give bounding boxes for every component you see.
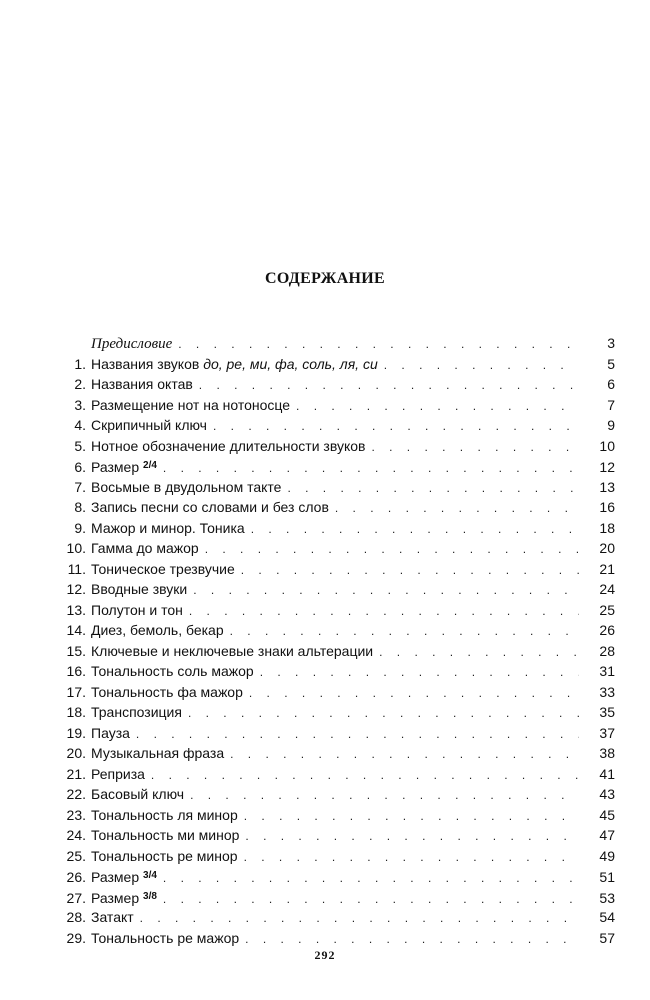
toc-entry-title-text: Музыкальная фраза xyxy=(91,745,225,761)
toc-entry-title-text: Транспозиция xyxy=(91,704,182,720)
dot-leader xyxy=(163,889,579,910)
toc-entry-title xyxy=(86,805,238,826)
toc-entry-title xyxy=(86,784,184,805)
toc-entry-time-signature: 3/8 xyxy=(143,890,157,902)
toc-entry xyxy=(55,743,615,764)
toc-entry-page: 37 xyxy=(599,724,615,741)
toc-entry-title xyxy=(86,702,182,723)
toc-entry-title xyxy=(86,846,238,867)
toc-entry-number: 12. xyxy=(66,581,86,597)
toc-entry xyxy=(55,887,615,908)
dot-leader xyxy=(163,458,579,479)
toc-entry-page: 49 xyxy=(599,847,615,864)
toc-entry-page: 6 xyxy=(607,376,615,392)
toc-entry xyxy=(55,723,615,744)
toc-entry-title-text: Гамма до мажор xyxy=(91,540,199,556)
toc-entry-number: 19. xyxy=(66,724,86,741)
toc-entry-number: 8. xyxy=(74,499,86,515)
toc-entry-title xyxy=(86,743,224,764)
toc-entry-number: 27. xyxy=(66,889,86,906)
page-title: СОДЕРЖАНИЕ xyxy=(264,270,386,287)
toc-entry-title-text: Запись песни со словами и без слов xyxy=(91,499,329,515)
toc-entry-number: 17. xyxy=(66,683,86,700)
toc-entry-number: 15. xyxy=(66,642,86,659)
toc-entry-title xyxy=(86,538,199,559)
toc-entry-title-text: Тональность ми минор xyxy=(91,827,240,843)
toc-entry-page: 9 xyxy=(607,417,615,433)
toc-entry-title-text: Названия звуков xyxy=(91,355,204,372)
toc-entry-title-text: Диез, бемоль, бекар xyxy=(91,622,224,638)
toc-entry-number: 2. xyxy=(74,376,86,392)
toc-entry-number: 18. xyxy=(66,704,86,720)
toc-entry xyxy=(55,436,615,457)
toc-entry-title xyxy=(86,764,145,785)
toc-entry-title-text: Восьмые в двудольном такте xyxy=(91,478,282,495)
toc-entry xyxy=(55,538,615,559)
toc-entry-title-text: Вводные звуки xyxy=(91,581,188,597)
toc-entry-number: 10. xyxy=(66,540,86,556)
toc-entry-title-text: Тональность ре мажор xyxy=(91,929,240,946)
toc-entry xyxy=(55,497,615,518)
toc-entry-number: 21. xyxy=(66,765,86,782)
dot-leader xyxy=(163,868,579,889)
toc-entry-title-italic: до, ре, ми, фа, соль, ля, си xyxy=(203,355,378,372)
toc-entry-title-text: Мажор и минор. Тоника xyxy=(91,519,245,536)
toc-entry-page: 54 xyxy=(599,909,615,925)
toc-entry-title xyxy=(86,641,373,662)
toc-entry-page: 3 xyxy=(607,335,615,351)
toc-entry xyxy=(55,682,615,703)
toc-entry-title-text: Размер xyxy=(91,889,144,906)
dot-leader xyxy=(384,355,579,376)
toc-entry-title xyxy=(86,825,239,846)
toc-entry xyxy=(55,559,615,580)
toc-entry-title xyxy=(86,518,245,539)
toc-entry-title-text: Тональность фа мажор xyxy=(91,683,243,700)
toc-entry xyxy=(55,928,615,949)
dot-leader xyxy=(296,396,579,417)
toc-entry xyxy=(55,784,615,805)
toc-entry-page: 7 xyxy=(607,396,615,413)
toc-entry-title-text: Ключевые и неключевые знаки альтерации xyxy=(91,642,374,659)
dot-leader xyxy=(335,498,579,519)
dot-leader xyxy=(230,744,579,765)
dot-leader xyxy=(245,929,579,950)
toc-entry-title xyxy=(86,928,239,949)
dot-leader xyxy=(189,601,579,622)
toc-entry-title xyxy=(86,395,290,416)
toc-entry-title xyxy=(86,559,235,580)
toc-entry-title xyxy=(86,334,172,355)
toc-entry-number: 6. xyxy=(74,459,86,475)
toc-entry-number: 22. xyxy=(66,786,86,802)
toc-entry-page: 41 xyxy=(599,765,615,782)
toc-entry-page: 28 xyxy=(599,642,615,659)
toc-entry-title xyxy=(86,907,134,928)
toc-entry-page: 45 xyxy=(599,806,615,823)
toc-entry-page: 5 xyxy=(607,355,615,372)
dot-leader xyxy=(260,662,579,683)
toc-entry xyxy=(55,702,615,723)
toc-entry-page: 57 xyxy=(599,929,615,946)
toc-entry-page: 47 xyxy=(599,827,615,843)
dot-leader xyxy=(379,642,579,663)
toc-entry-page: 24 xyxy=(599,581,615,597)
dot-leader xyxy=(190,785,579,806)
toc-entry-title xyxy=(86,436,365,457)
dot-leader xyxy=(199,375,579,396)
toc-entry-title-text: Пауза xyxy=(91,724,130,741)
toc-entry-title xyxy=(86,887,157,909)
toc-entry-title-text: Скрипичный ключ xyxy=(91,417,207,433)
toc-entry xyxy=(55,907,615,928)
toc-entry xyxy=(55,579,615,600)
toc-entry xyxy=(55,641,615,662)
toc-entry-title xyxy=(86,600,183,621)
toc-entry-number: 23. xyxy=(66,806,86,823)
toc-entry-title xyxy=(86,477,281,498)
toc-entry-page: 10 xyxy=(599,437,615,454)
toc-entry-page: 16 xyxy=(599,499,615,515)
toc-entry-page: 26 xyxy=(599,622,615,638)
toc-entry-number: 5. xyxy=(74,437,86,454)
toc-entry-number: 1. xyxy=(74,355,86,372)
dot-leader xyxy=(287,478,579,499)
toc-entry xyxy=(55,415,615,436)
toc-entry-title-text: Тональность соль мажор xyxy=(91,663,254,679)
toc-entry-number: 9. xyxy=(74,519,86,536)
toc-entry-number: 16. xyxy=(66,663,86,679)
toc-entry-page: 31 xyxy=(599,663,615,679)
toc-entry-title xyxy=(86,456,157,478)
toc-entry-title-text: Размер xyxy=(91,459,144,475)
toc-entry xyxy=(55,456,615,477)
toc-entry-number: 11. xyxy=(67,560,86,577)
toc-entry-number: 24. xyxy=(66,827,86,843)
toc-entry-number: 3. xyxy=(74,396,86,413)
toc-entry-title-text: Нотное обозначение длительности звуков xyxy=(91,437,366,454)
toc-entry-number: 29. xyxy=(66,929,86,946)
toc-entry-title-text: Размер xyxy=(91,869,144,885)
toc-entry-title xyxy=(86,374,193,395)
toc-entry-page: 33 xyxy=(599,683,615,700)
dot-leader xyxy=(230,621,579,642)
toc-entry xyxy=(55,866,615,887)
toc-entry-title-text: Полутон и тон xyxy=(91,601,183,618)
toc-entry-number: 4. xyxy=(74,417,86,433)
toc-entry xyxy=(55,374,615,395)
toc-entry-number: 28. xyxy=(66,909,86,925)
dot-leader xyxy=(140,908,579,929)
toc-entry-title-text: Предисловие xyxy=(91,336,173,352)
toc-entry-page: 38 xyxy=(599,745,615,761)
dot-leader xyxy=(193,580,579,601)
toc-entry xyxy=(55,354,615,375)
dot-leader xyxy=(205,539,579,560)
toc-entry xyxy=(55,518,615,539)
toc-entry-number: 25. xyxy=(66,847,86,864)
dot-leader xyxy=(188,703,579,724)
toc-entry-page: 35 xyxy=(599,704,615,720)
dot-leader xyxy=(213,416,579,437)
toc-entry-number: 20. xyxy=(66,745,86,761)
toc-entry xyxy=(55,620,615,641)
toc-entry-title-text: Тональность ре минор xyxy=(91,847,238,864)
toc-entry-page: 12 xyxy=(599,459,615,475)
toc-entry-page: 13 xyxy=(599,478,615,495)
dot-leader xyxy=(241,560,579,581)
toc-entry-page: 18 xyxy=(599,519,615,536)
toc-entry xyxy=(55,805,615,826)
toc-entry xyxy=(55,477,615,498)
toc-entry-number: 13. xyxy=(66,601,86,618)
toc-entry-title xyxy=(86,415,207,436)
page-number: 292 xyxy=(314,948,336,962)
toc-entry-title-text: Затакт xyxy=(91,909,134,925)
toc-entry-page: 51 xyxy=(599,869,615,885)
table-of-contents xyxy=(55,333,615,948)
toc-entry xyxy=(55,395,615,416)
toc-entry xyxy=(55,333,615,354)
toc-entry-title-text: Реприза xyxy=(91,765,145,782)
toc-entry-number: 14. xyxy=(66,622,86,638)
toc-entry-title xyxy=(86,620,224,641)
dot-leader xyxy=(151,765,579,786)
toc-entry-title xyxy=(86,682,243,703)
dot-leader xyxy=(371,437,579,458)
toc-entry-page: 21 xyxy=(599,560,615,577)
toc-entry-page: 25 xyxy=(599,601,615,618)
toc-entry-time-signature: 2/4 xyxy=(143,460,157,471)
toc-entry-title xyxy=(86,497,329,518)
toc-entry-title xyxy=(86,866,157,888)
toc-entry-number: 26. xyxy=(66,869,86,885)
toc-entry xyxy=(55,764,615,785)
toc-entry-title-text: Тоническое трезвучие xyxy=(91,560,235,577)
toc-entry-number: 7. xyxy=(74,478,86,495)
toc-entry-title-text: Названия октав xyxy=(91,376,193,392)
dot-leader xyxy=(249,683,579,704)
toc-entry-title xyxy=(86,723,130,744)
toc-entry-page: 53 xyxy=(599,889,615,906)
dot-leader xyxy=(244,847,579,868)
toc-entry-title xyxy=(86,661,254,682)
dot-leader xyxy=(251,519,579,540)
toc-entry xyxy=(55,846,615,867)
toc-entry-title-text: Размещение нот на нотоносце xyxy=(91,396,291,413)
toc-entry-page: 43 xyxy=(599,786,615,802)
toc-entry-page: 20 xyxy=(599,540,615,556)
dot-leader xyxy=(136,724,579,745)
toc-entry-title-text: Басовый ключ xyxy=(91,786,185,802)
toc-entry xyxy=(55,825,615,846)
dot-leader xyxy=(244,806,579,827)
dot-leader xyxy=(245,826,579,847)
toc-entry-title-text: Тональность ля минор xyxy=(91,806,238,823)
toc-entry-title xyxy=(86,579,187,600)
toc-entry-title xyxy=(86,354,378,375)
dot-leader xyxy=(178,334,579,355)
toc-entry xyxy=(55,661,615,682)
toc-entry-time-signature: 3/4 xyxy=(143,870,157,881)
toc-entry xyxy=(55,600,615,621)
